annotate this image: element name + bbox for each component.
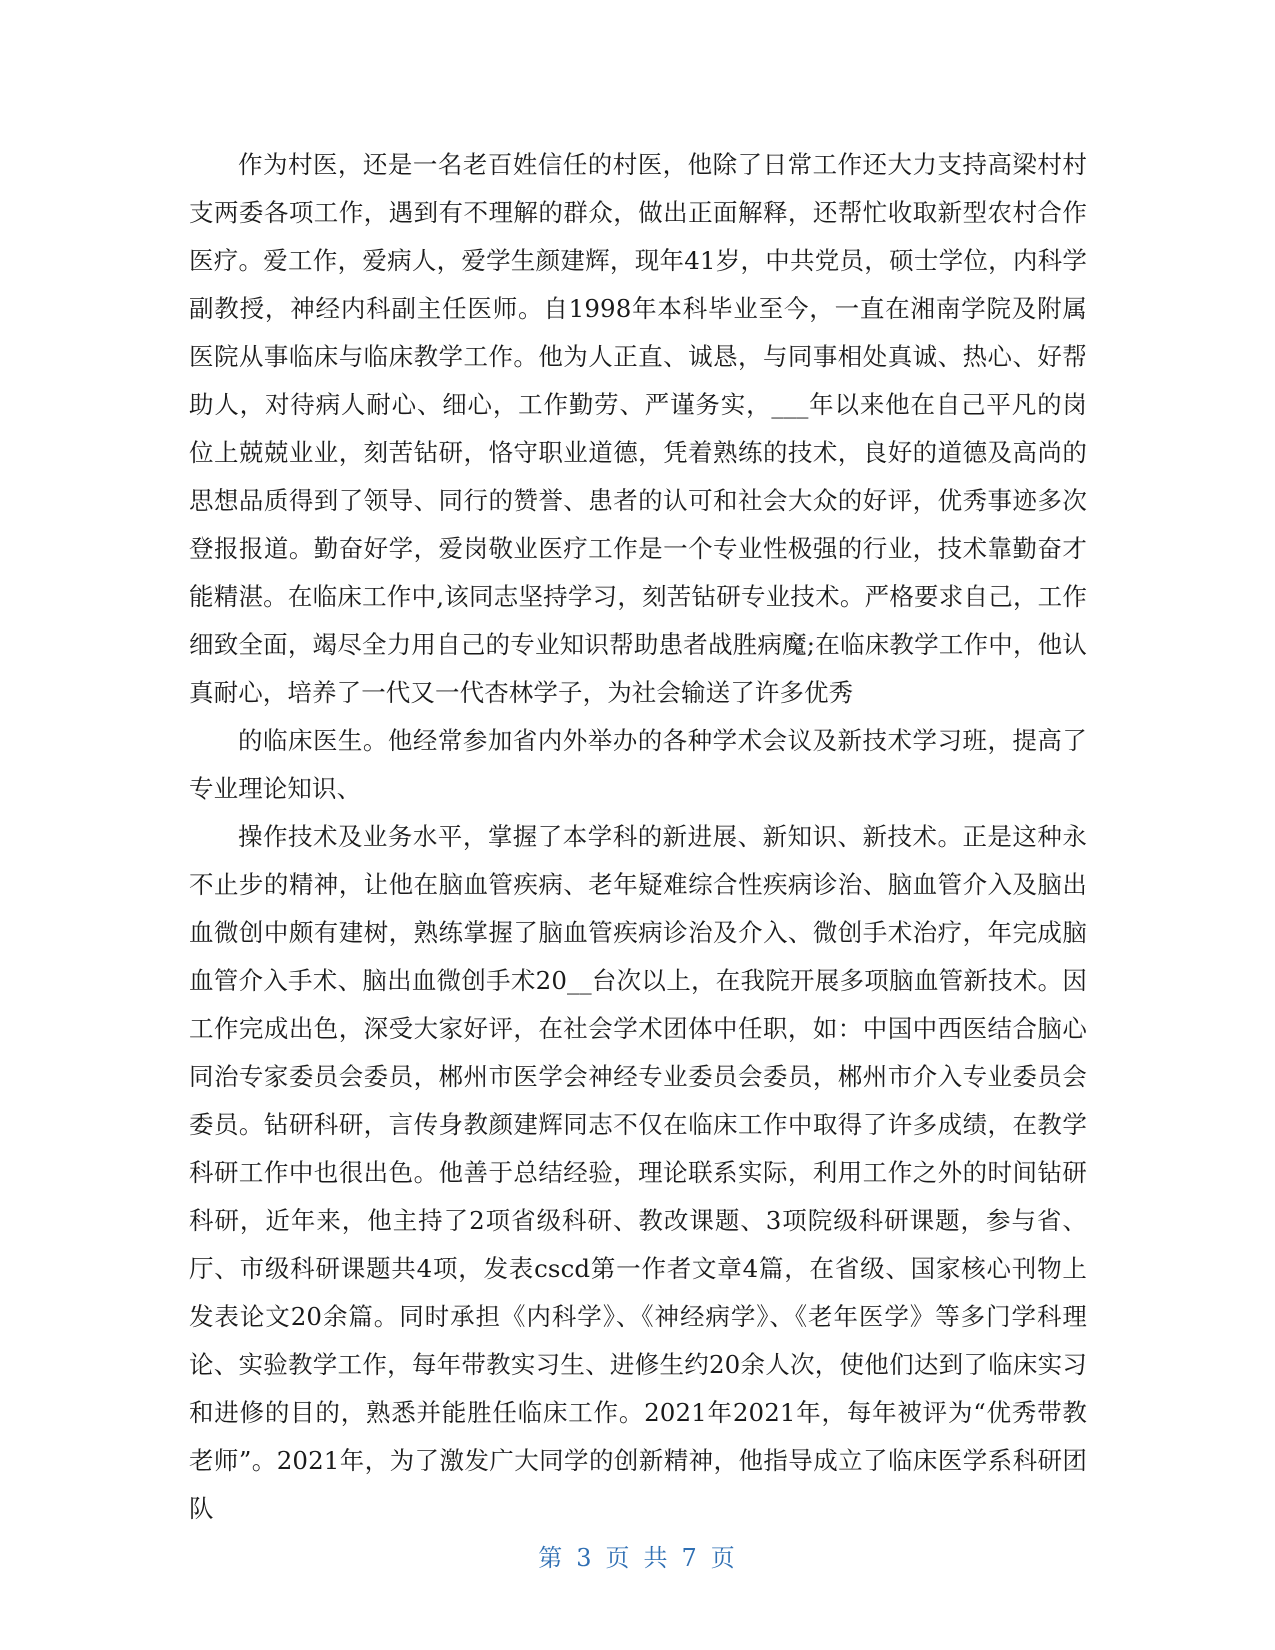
footer-page-unit: 页 xyxy=(605,1544,632,1572)
footer-total-unit: 页 xyxy=(710,1544,737,1572)
paragraph: 的临床医生。他经常参加省内外举办的各种学术会议及新技术学习班，提高了专业理论知识、 xyxy=(189,726,1087,803)
document-body xyxy=(189,141,1087,1533)
paragraph: 操作技术及业务水平，掌握了本学科的新进展、新知识、新技术。正是这种永不止步的精神，让他在脑血管疾病、老年疑难综合性疾病诊治、脑血管介入及脑出血微创中颇有建树，熟练掌握了脑血管疾病诊治及介入、微创手术治疗，年完成脑血管介入手术、脑出血微创手术20__台次以上，在我院开展多项脑血管新技术。因工作完成出色，深受大家好评，在社会学术团体中任职，如：中国中西医结合脑心同治专家委员会委员，郴州市医学会神经专业委员会委员，郴州市介入专业委员会委员。钻研科研，言传身教颜建辉同志不仅在临床工作中取得了许多成绩，在教学科研工作中也很出色。他善于总结经验，理论联系实际，利用工作之外的时间钻研科研，近年来，他主持了2项省级科研、教改课题、3项院级科研课题，参与省、厅、市级科研课题共4项，发表cscd第一作者文章4篇，在省级、国家核心刊物上发表论文20余篇。同时承担《内科学》、《神经病学》、《老年医学》等多门学科理论、实验教学工作，每年带教实习生、进修生约20余人次，使他们达到了临床实习和进修的目的，熟悉并能胜任临床工作。2021年2021年，每年被评为“优秀带教老师”。2021年，为了激发广大同学的创新精神，他指导成立了临床医学系科研团队 xyxy=(189,822,1087,1523)
page-footer xyxy=(0,1538,1275,1573)
footer-total-label: 共 xyxy=(643,1544,670,1572)
footer-current-page: 3 xyxy=(576,1544,594,1572)
footer-page-label: 第 xyxy=(538,1544,565,1572)
footer-total-pages: 7 xyxy=(681,1544,699,1572)
paragraph: 作为村医，还是一名老百姓信任的村医，他除了日常工作还大力支持高梁村村支两委各项工作，遇到有不理解的群众，做出正面解释，还帮忙收取新型农村合作医疗。爱工作，爱病人，爱学生颜建辉，现年41岁，中共党员，硕士学位，内科学副教授，神经内科副主任医师。自1998年本科毕业至今，一直在湘南学院及附属医院从事临床与临床教学工作。他为人正直、诚恳，与同事相处真诚、热心、好帮助人，对待病人耐心、细心，工作勤劳、严谨务实，___年以来他在自己平凡的岗位上兢兢业业，刻苦钻研，恪守职业道德，凭着熟练的技术，良好的道德及高尚的思想品质得到了领导、同行的赞誉、患者的认可和社会大众的好评，优秀事迹多次登报报道。勤奋好学，爱岗敬业医疗工作是一个专业性极强的行业，技术靠勤奋才能精湛。在临床工作中,该同志坚持学习，刻苦钻研专业技术。严格要求自己，工作细致全面，竭尽全力用自己的专业知识帮助患者战胜病魔;在临床教学工作中，他认真耐心，培养了一代又一代杏林学子，为社会输送了许多优秀 xyxy=(189,150,1087,707)
